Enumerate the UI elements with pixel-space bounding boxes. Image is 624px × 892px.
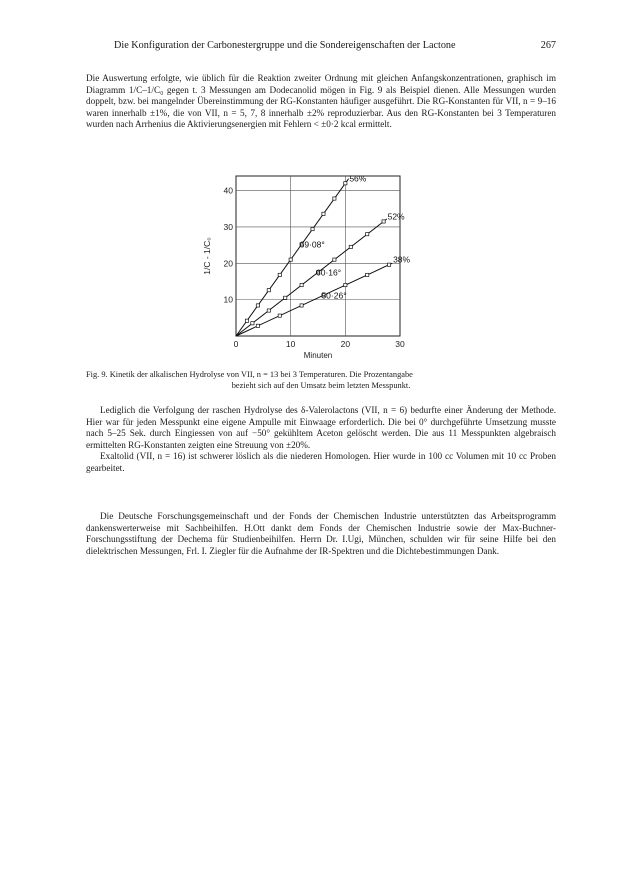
data-point bbox=[333, 258, 336, 261]
data-point bbox=[267, 289, 270, 292]
data-point bbox=[344, 182, 347, 185]
series-line bbox=[236, 219, 387, 336]
data-point bbox=[284, 296, 287, 299]
data-point bbox=[344, 283, 347, 286]
data-point bbox=[278, 314, 281, 317]
page-number: 267 bbox=[540, 40, 556, 51]
y-tick-label: 10 bbox=[223, 294, 233, 305]
data-point bbox=[387, 263, 390, 266]
data-point bbox=[256, 304, 259, 307]
paragraph-valerolacton-block bbox=[86, 405, 556, 475]
series-temperature-label: 69·08° bbox=[299, 239, 325, 250]
series-percent-label: 56% bbox=[349, 173, 367, 184]
y-tick-label: 40 bbox=[223, 185, 233, 196]
data-point bbox=[349, 245, 352, 248]
data-point bbox=[251, 322, 254, 325]
data-point bbox=[300, 304, 303, 307]
series-temperature-label: 60·16° bbox=[316, 267, 342, 278]
y-tick-label: 30 bbox=[223, 221, 233, 232]
x-tick-label: 10 bbox=[285, 339, 296, 349]
data-point bbox=[289, 258, 292, 261]
data-point bbox=[245, 319, 248, 322]
paragraph-valerolacton: Lediglich die Verfolgung der raschen Hydrolyse des δ-Valerolactons (VII, n = 6) bedurfte einer Änderung der Methode. Hier war für jeden Messpunkt eine eigene Ampulle mit Einwaage erforderlich. Die bei 0° durchgeführte Umsetzung musste nach 5–25 Sek. durch Eingiessen von auf −50° gekühltem Aceton gelöscht werden. Die aus 11 Messpunkten algebraisch ermittelten RG-Konstanten zeigten eine Streuung von ±20%. bbox=[86, 405, 556, 450]
data-point bbox=[366, 273, 369, 276]
series-percent-label: 52% bbox=[387, 211, 405, 222]
data-point bbox=[382, 220, 385, 223]
figure-9 bbox=[200, 168, 415, 364]
data-point bbox=[300, 283, 303, 286]
series-percent-label: 38% bbox=[393, 254, 411, 265]
series-temperature-label: 50·26° bbox=[321, 290, 347, 301]
caption-line-2: bezieht sich auf den Umsatz beim letzten Messpunkt. bbox=[231, 380, 411, 390]
data-point bbox=[267, 309, 270, 312]
data-point bbox=[278, 273, 281, 276]
figure-caption bbox=[86, 370, 556, 391]
data-point bbox=[333, 197, 336, 200]
data-point bbox=[311, 227, 314, 230]
paragraph-acknowledgements: Die Deutsche Forschungsgemeinschaft und der Fonds der Chemischen Industrie unterstützten das Arbeitsprogramm dankenswerterweise mit Sachbeihilfen. H.Ott dankt dem Fonds der Chemischen Industrie sowie der Max-Buchner-Forschungsstiftung der Dechema für Studienbeihilfen. Herrn Dr. I.Ugi, München, schulden wir für seine Hilfe bei den dielektrischen Messungen, Frl. I. Ziegler für die Aufnahme der IR-Spektren und die Dichtebestimmungen Dank. bbox=[86, 511, 556, 556]
running-title: Die Konfiguration der Carbonestergruppe und die Sondereigenschaften der Lactone bbox=[114, 40, 456, 51]
plot-frame bbox=[236, 176, 400, 336]
y-tick-label: 20 bbox=[223, 258, 233, 269]
data-point bbox=[366, 233, 369, 236]
x-tick-label: 20 bbox=[340, 339, 351, 349]
series-line bbox=[236, 179, 349, 336]
x-tick-label: 0 bbox=[233, 339, 239, 349]
paragraph-exaltolid: Exaltolid (VII, n = 16) ist schwerer löslich als die niederen Homologen. Hier wurde in 100 cc Volumen mit 10 cc Proben gearbeitet. bbox=[86, 451, 556, 473]
data-point bbox=[322, 212, 325, 215]
kinetics-chart bbox=[200, 168, 415, 364]
y-axis-label: 1/C - 1/C₀ bbox=[202, 237, 212, 275]
x-axis-label: Minuten bbox=[303, 351, 333, 360]
paragraph-auswertung: Die Auswertung erfolgte, wie üblich für die Reaktion zweiter Ordnung mit gleichen Anfangskonzentrationen, graphisch im Diagramm 1/C–1/C₀ gegen t. 3 Messungen am Dodecanolid mögen in Fig. 9 als Beispiel dienen. Alle Messungen wurden doppelt, bzw. bei mangelnder Übereinstimmung der RG-Konstanten häufiger ausgeführt. Die RG-Konstanten für VII, n = 9–16 waren innerhalb ±1%, die von VII, n = 5, 7, 8 innerhalb ±2% reproduzierbar. Aus den RG-Konstanten bei 3 Temperaturen wurden nach Arrhenius die Aktivierungsenergien mit Fehlern < ±0·2 kcal ermittelt. bbox=[86, 73, 556, 130]
data-point bbox=[256, 324, 259, 327]
x-tick-label: 30 bbox=[395, 339, 405, 349]
caption-line-1: Fig. 9. Kinetik der alkalischen Hydrolyse von VII, n = 13 bei 3 Temperaturen. Die Prozentangabe bbox=[86, 370, 413, 379]
